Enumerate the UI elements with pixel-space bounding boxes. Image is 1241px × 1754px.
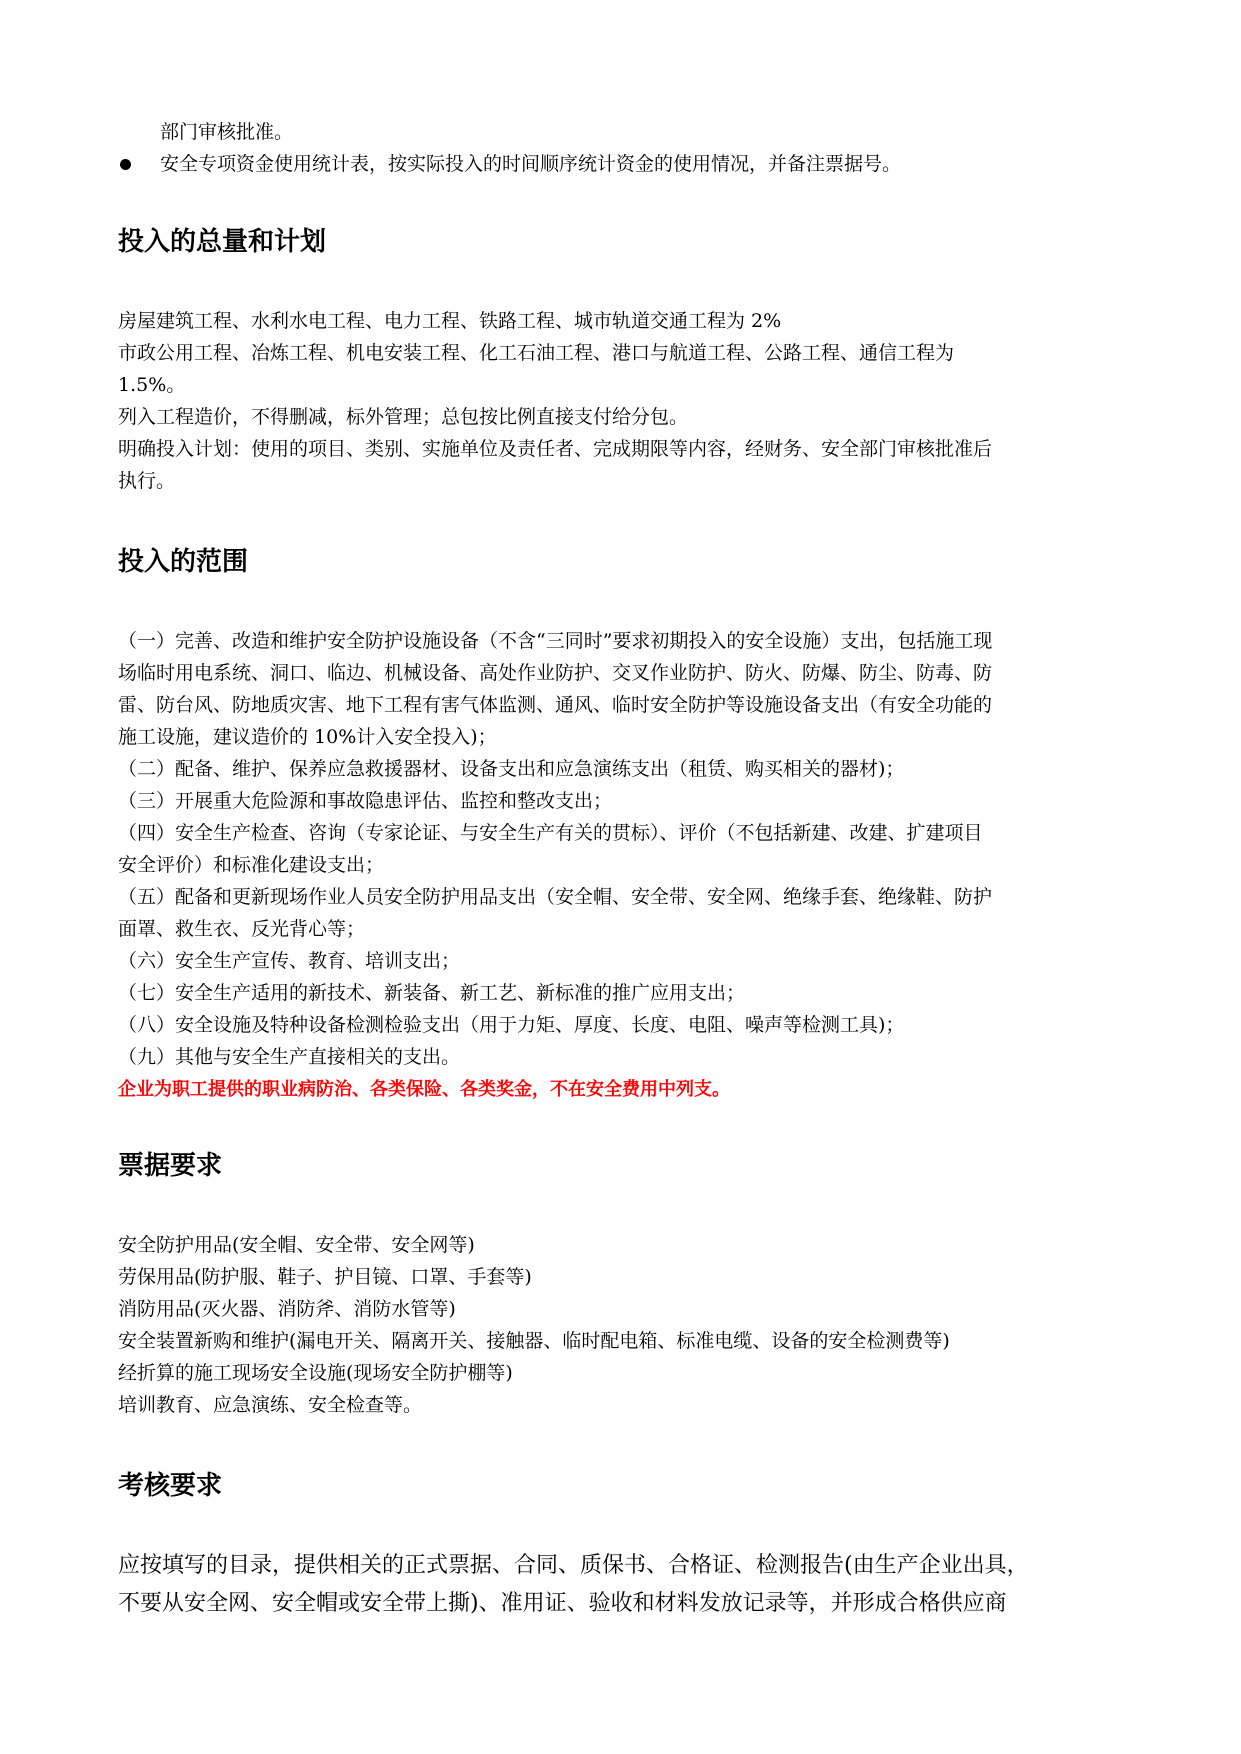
- bullet-icon: [120, 159, 131, 170]
- scope-line: 场临时用电系统、洞口、临边、机械设备、高处作业防护、交叉作业防护、防火、防爆、防尘、防毒、防: [118, 662, 993, 684]
- paragraph-line: 明确投入计划：使用的项目、类别、实施单位及责任者、完成期限等内容，经财务、安全部门审核批准后: [118, 438, 993, 460]
- paragraph-line: 房屋建筑工程、水利水电工程、电力工程、铁路工程、城市轨道交通工程为 2%: [118, 310, 782, 332]
- scope-line: （二）配备、维护、保养应急救援器材、设备支出和应急演练支出（租赁、购买相关的器材)；: [118, 758, 905, 780]
- scope-line: 安全评价）和标准化建设支出；: [118, 854, 385, 876]
- receipt-line: 经折算的施工现场安全设施(现场安全防护棚等): [118, 1362, 513, 1384]
- scope-line: 雷、防台风、防地质灾害、地下工程有害气体监测、通风、临时安全防护等设施设备支出（有安全功能的: [118, 694, 993, 716]
- scope-line: （五）配备和更新现场作业人员安全防护用品支出（安全帽、安全带、安全网、绝缘手套、绝缘鞋、防护: [118, 886, 993, 908]
- receipt-line: 培训教育、应急演练、安全检查等。: [118, 1394, 423, 1416]
- heading-scope: 投入的范围: [118, 547, 249, 577]
- scope-line: （四）安全生产检查、咨询（专家论证、与安全生产有关的贯标）、评价（不包括新建、改建、扩建项目: [118, 822, 983, 844]
- paragraph-line: 列入工程造价，不得删减，标外管理；总包按比例直接支付给分包。: [118, 406, 689, 428]
- scope-warning: 企业为职工提供的职业病防治、各类保险、各类奖金，不在安全费用中列支。: [118, 1079, 730, 1100]
- scope-line: （九）其他与安全生产直接相关的支出。: [118, 1046, 461, 1068]
- paragraph-line: 市政公用工程、冶炼工程、机电安装工程、化工石油工程、港口与航道工程、公路工程、通信工程为: [118, 342, 955, 364]
- scope-line: （八）安全设施及特种设备检测检验支出（用于力矩、厚度、长度、电阻、噪声等检测工具)；: [118, 1014, 905, 1036]
- heading-assessment: 考核要求: [118, 1471, 223, 1501]
- scope-line: 施工设施，建议造价的 10%计入安全投入)；: [118, 726, 497, 748]
- assessment-line: 应按填写的目录，提供相关的正式票据、合同、质保书、合格证、检测报告(由生产企业出具，: [118, 1553, 1029, 1578]
- assessment-line: 不要从安全网、安全帽或安全带上撕)、准用证、验收和材料发放记录等，并形成合格供应商: [118, 1591, 1007, 1616]
- heading-receipts: 票据要求: [118, 1151, 223, 1181]
- paragraph-line: 1.5%。: [118, 374, 186, 396]
- scope-line: （七）安全生产适用的新技术、新装备、新工艺、新标准的推广应用支出；: [118, 982, 746, 1004]
- scope-line: 面罩、救生衣、反光背心等；: [118, 918, 366, 940]
- scope-line: （六）安全生产宣传、教育、培训支出；: [118, 950, 461, 972]
- intro-continuation: 部门审核批准。: [160, 121, 294, 143]
- receipt-line: 劳保用品(防护服、鞋子、护目镜、口罩、手套等): [118, 1266, 532, 1288]
- scope-line: （一）完善、改造和维护安全防护设施设备（不含“三同时”要求初期投入的安全设施）支出，包括施工现: [118, 630, 993, 652]
- receipt-line: 安全装置新购和维护(漏电开关、隔离开关、接触器、临时配电箱、标准电缆、设备的安全检测费等): [118, 1330, 950, 1352]
- paragraph-line: 执行。: [118, 470, 176, 492]
- receipt-line: 安全防护用品(安全帽、安全带、安全网等): [118, 1234, 475, 1256]
- receipt-line: 消防用品(灭火器、消防斧、消防水管等): [118, 1298, 456, 1320]
- bullet-item: 安全专项资金使用统计表，按实际投入的时间顺序统计资金的使用情况，并备注票据号。: [160, 153, 902, 175]
- scope-line: （三）开展重大危险源和事故隐患评估、监控和整改支出；: [118, 790, 613, 812]
- heading-total-plan: 投入的总量和计划: [118, 227, 327, 257]
